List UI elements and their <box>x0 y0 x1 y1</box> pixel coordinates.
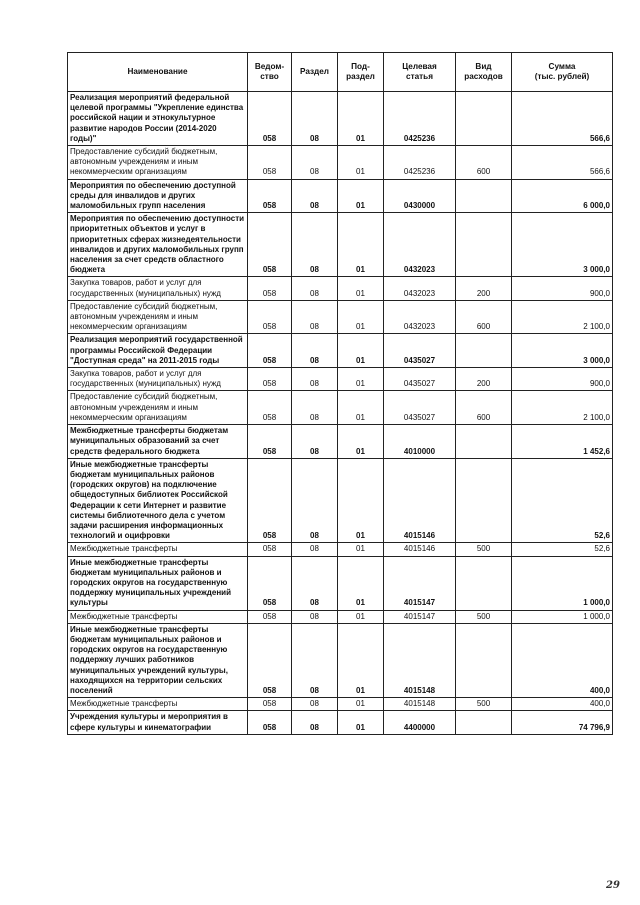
cell-section: 08 <box>292 556 338 610</box>
cell-name: Предоставление субсидий бюджетным, автономным учреждениям и иным некоммерческим организациям <box>68 146 248 180</box>
cell-amount: 900,0 <box>512 277 613 300</box>
cell-subsection: 01 <box>338 711 384 734</box>
header-section: Раздел <box>292 53 338 92</box>
cell-exptype <box>456 425 512 459</box>
cell-dept: 058 <box>248 300 292 334</box>
cell-section: 08 <box>292 698 338 711</box>
cell-subsection: 01 <box>338 146 384 180</box>
cell-section: 08 <box>292 391 338 425</box>
cell-subsection: 01 <box>338 698 384 711</box>
table-row <box>68 711 613 734</box>
table-body <box>68 92 613 735</box>
cell-name: Закупка товаров, работ и услуг для государственных (муниципальных) нужд <box>68 277 248 300</box>
table-row <box>68 368 613 391</box>
cell-section: 08 <box>292 213 338 277</box>
cell-subsection: 01 <box>338 391 384 425</box>
header-name: Наименование <box>68 53 248 92</box>
cell-subsection: 01 <box>338 623 384 697</box>
cell-section: 08 <box>292 458 338 543</box>
cell-subsection: 01 <box>338 334 384 368</box>
cell-exptype: 500 <box>456 543 512 556</box>
cell-section: 08 <box>292 334 338 368</box>
cell-dept: 058 <box>248 179 292 213</box>
cell-exptype <box>456 458 512 543</box>
cell-dept: 058 <box>248 698 292 711</box>
cell-target: 0435027 <box>384 368 456 391</box>
cell-target: 4015147 <box>384 610 456 623</box>
cell-target: 0435027 <box>384 334 456 368</box>
cell-dept: 058 <box>248 277 292 300</box>
cell-section: 08 <box>292 711 338 734</box>
cell-amount: 74 796,9 <box>512 711 613 734</box>
table-row <box>68 146 613 180</box>
table-row <box>68 610 613 623</box>
cell-amount: 400,0 <box>512 623 613 697</box>
cell-section: 08 <box>292 610 338 623</box>
cell-amount: 1 000,0 <box>512 556 613 610</box>
cell-target: 0432023 <box>384 277 456 300</box>
cell-name: Межбюджетные трансферты бюджетам муниципальных образований за счет средств федерального бюджета <box>68 425 248 459</box>
cell-amount: 3 000,0 <box>512 334 613 368</box>
table-row <box>68 179 613 213</box>
cell-target: 0432023 <box>384 300 456 334</box>
header-exptype: Вид расходов <box>456 53 512 92</box>
cell-subsection: 01 <box>338 425 384 459</box>
cell-exptype <box>456 92 512 146</box>
cell-amount: 3 000,0 <box>512 213 613 277</box>
budget-table <box>67 52 613 735</box>
cell-name: Иные межбюджетные трансферты бюджетам муниципальных районов и городских округов на государственную поддержку муниципальных учреждений культуры <box>68 556 248 610</box>
cell-subsection: 01 <box>338 300 384 334</box>
cell-target: 0425236 <box>384 92 456 146</box>
header-target: Целевая статья <box>384 53 456 92</box>
cell-name: Реализация мероприятий федеральной целевой программы "Укрепление единства российской нации и этнокультурное развитие народов России (2014-2020 годы)" <box>68 92 248 146</box>
cell-exptype: 600 <box>456 146 512 180</box>
cell-section: 08 <box>292 146 338 180</box>
cell-exptype <box>456 556 512 610</box>
cell-section: 08 <box>292 179 338 213</box>
cell-subsection: 01 <box>338 458 384 543</box>
cell-dept: 058 <box>248 610 292 623</box>
cell-name: Мероприятия по обеспечению доступной среды для инвалидов и других маломобильных групп населения <box>68 179 248 213</box>
cell-name: Мероприятия по обеспечению доступности приоритетных объектов и услуг в приоритетных сферах жизнедеятельности инвалидов и других маломобильных групп населения за счет средств областного бюджета <box>68 213 248 277</box>
cell-target: 4015146 <box>384 458 456 543</box>
cell-subsection: 01 <box>338 179 384 213</box>
cell-section: 08 <box>292 543 338 556</box>
cell-name: Предоставление субсидий бюджетным, автономным учреждениям и иным некоммерческим организациям <box>68 391 248 425</box>
table-row <box>68 391 613 425</box>
cell-amount: 400,0 <box>512 698 613 711</box>
table-row <box>68 425 613 459</box>
cell-target: 0425236 <box>384 146 456 180</box>
cell-target: 0430000 <box>384 179 456 213</box>
cell-dept: 058 <box>248 623 292 697</box>
cell-subsection: 01 <box>338 543 384 556</box>
cell-amount: 566,6 <box>512 92 613 146</box>
cell-exptype <box>456 179 512 213</box>
cell-dept: 058 <box>248 213 292 277</box>
cell-name: Межбюджетные трансферты <box>68 543 248 556</box>
cell-section: 08 <box>292 368 338 391</box>
table-row <box>68 300 613 334</box>
page-number: 29 <box>606 880 620 891</box>
table-row <box>68 92 613 146</box>
table-row <box>68 556 613 610</box>
cell-name: Межбюджетные трансферты <box>68 610 248 623</box>
cell-section: 08 <box>292 277 338 300</box>
cell-dept: 058 <box>248 146 292 180</box>
cell-dept: 058 <box>248 368 292 391</box>
cell-amount: 6 000,0 <box>512 179 613 213</box>
cell-amount: 52,6 <box>512 458 613 543</box>
cell-target: 4015148 <box>384 698 456 711</box>
header-amount: Сумма (тыс. рублей) <box>512 53 613 92</box>
cell-amount: 1 000,0 <box>512 610 613 623</box>
cell-subsection: 01 <box>338 213 384 277</box>
cell-target: 4400000 <box>384 711 456 734</box>
cell-name: Иные межбюджетные трансферты бюджетам муниципальных районов (городских округов) на подключение общедоступных библиотек Российской Федерации к сети Интернет и развитие системы библиотечного дела с учетом задачи расширения информационных технологий и оцифровки <box>68 458 248 543</box>
table-row <box>68 543 613 556</box>
cell-exptype <box>456 334 512 368</box>
cell-dept: 058 <box>248 543 292 556</box>
cell-dept: 058 <box>248 556 292 610</box>
cell-section: 08 <box>292 300 338 334</box>
cell-amount: 1 452,6 <box>512 425 613 459</box>
table-row <box>68 213 613 277</box>
cell-subsection: 01 <box>338 277 384 300</box>
cell-dept: 058 <box>248 458 292 543</box>
cell-exptype: 200 <box>456 368 512 391</box>
cell-dept: 058 <box>248 391 292 425</box>
cell-section: 08 <box>292 425 338 459</box>
cell-section: 08 <box>292 92 338 146</box>
cell-dept: 058 <box>248 334 292 368</box>
cell-name: Реализация мероприятий государственной программы Российской Федерации "Доступная среда" на 2011-2015 годы <box>68 334 248 368</box>
cell-amount: 2 100,0 <box>512 391 613 425</box>
cell-exptype: 500 <box>456 698 512 711</box>
cell-exptype <box>456 213 512 277</box>
cell-target: 4015148 <box>384 623 456 697</box>
cell-target: 0432023 <box>384 213 456 277</box>
header-dept: Ведом- ство <box>248 53 292 92</box>
cell-name: Предоставление субсидий бюджетным, автономным учреждениям и иным некоммерческим организациям <box>68 300 248 334</box>
cell-dept: 058 <box>248 92 292 146</box>
cell-name: Учреждения культуры и мероприятия в сфере культуры и кинематографии <box>68 711 248 734</box>
header-subsection: Под- раздел <box>338 53 384 92</box>
cell-exptype: 500 <box>456 610 512 623</box>
cell-name: Закупка товаров, работ и услуг для государственных (муниципальных) нужд <box>68 368 248 391</box>
cell-target: 0435027 <box>384 391 456 425</box>
cell-amount: 52,6 <box>512 543 613 556</box>
cell-exptype: 200 <box>456 277 512 300</box>
table-row <box>68 277 613 300</box>
cell-target: 4015146 <box>384 543 456 556</box>
header-row <box>68 53 613 92</box>
cell-exptype: 600 <box>456 300 512 334</box>
cell-exptype <box>456 711 512 734</box>
cell-name: Межбюджетные трансферты <box>68 698 248 711</box>
cell-exptype <box>456 623 512 697</box>
cell-amount: 566,6 <box>512 146 613 180</box>
table-row <box>68 458 613 543</box>
table-row <box>68 623 613 697</box>
cell-section: 08 <box>292 623 338 697</box>
cell-target: 4010000 <box>384 425 456 459</box>
cell-exptype: 600 <box>456 391 512 425</box>
cell-target: 4015147 <box>384 556 456 610</box>
table-row <box>68 334 613 368</box>
cell-amount: 900,0 <box>512 368 613 391</box>
cell-dept: 058 <box>248 711 292 734</box>
cell-dept: 058 <box>248 425 292 459</box>
table-row <box>68 698 613 711</box>
cell-subsection: 01 <box>338 92 384 146</box>
cell-amount: 2 100,0 <box>512 300 613 334</box>
cell-subsection: 01 <box>338 556 384 610</box>
cell-subsection: 01 <box>338 368 384 391</box>
cell-subsection: 01 <box>338 610 384 623</box>
cell-name: Иные межбюджетные трансферты бюджетам муниципальных районов и городских округов на государственную поддержку лучших работников муниципальных учреждений культуры, находящихся на территории сельских поселений <box>68 623 248 697</box>
